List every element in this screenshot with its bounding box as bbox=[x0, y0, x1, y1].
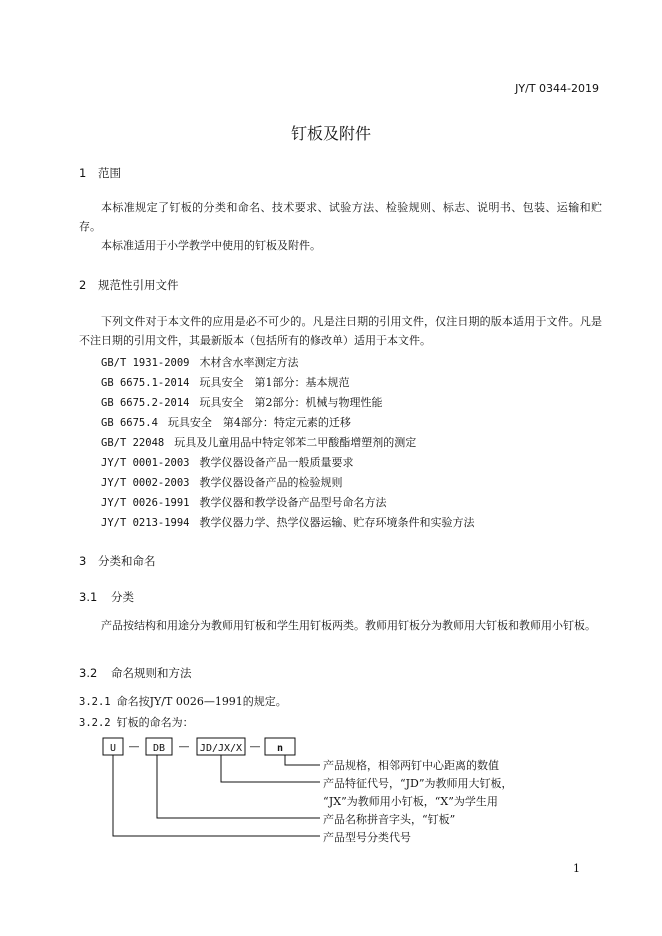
reference-item: GB/T 22048 玩具及儿童用品中特定邻苯二甲酸酯增塑剂的测定 bbox=[101, 436, 417, 449]
reference-item: JY/T 0001-2003 教学仪器设备产品一般质量要求 bbox=[101, 456, 354, 469]
section-3-1-heading bbox=[79, 589, 134, 605]
clause-3-2-2: 3.2.2 钉板的命名为： bbox=[79, 716, 194, 729]
reference-item: GB/T 1931-2009 木材含水率测定方法 bbox=[101, 356, 299, 369]
section-1-paragraph-2: 本标准适用于小学教学中使用的钉板及附件。 bbox=[101, 239, 321, 252]
section-title: 分类和命名 bbox=[98, 554, 156, 568]
reference-item: JY/T 0026-1991 教学仪器和教学设备产品型号命名方法 bbox=[101, 496, 387, 509]
leader-line-db bbox=[157, 755, 320, 818]
naming-diagram bbox=[95, 736, 575, 846]
section-number: 3 bbox=[79, 554, 87, 568]
section-3-heading bbox=[79, 553, 156, 569]
section-title: 命名规则和方法 bbox=[111, 666, 192, 680]
diagram-label: “JX”为教师用小钉板，“X”为学生用 bbox=[323, 795, 498, 808]
reference-item: JY/T 0002-2003 教学仪器设备产品的检验规则 bbox=[101, 476, 343, 489]
page-title: 钉板及附件 bbox=[290, 124, 371, 143]
section-number: 2 bbox=[79, 278, 87, 292]
diagram-label: 产品规格，相邻两钉中心距离的数值 bbox=[323, 759, 499, 772]
document-code: JY/T 0344-2019 bbox=[515, 82, 599, 95]
box-jd-text: JD/JX/X bbox=[199, 743, 243, 754]
reference-item: JY/T 0213-1994 教学仪器力学、热学仪器运输、贮存环境条件和实验方法 bbox=[101, 516, 475, 529]
section-number: 3.2 bbox=[79, 666, 98, 680]
diagram-label: 产品型号分类代号 bbox=[323, 831, 411, 844]
reference-item: GB 6675.2-2014 玩具安全 第2部分：机械与物理性能 bbox=[101, 396, 383, 409]
section-1-heading bbox=[79, 165, 121, 181]
page-number: 1 bbox=[573, 862, 580, 875]
section-title: 范围 bbox=[98, 166, 121, 180]
reference-item: GB 6675.1-2014 玩具安全 第1部分：基本规范 bbox=[101, 376, 350, 389]
dash-1: — bbox=[128, 740, 140, 753]
section-title: 规范性引用文件 bbox=[98, 278, 179, 292]
section-number: 3.1 bbox=[79, 590, 98, 604]
reference-item: GB 6675.4 玩具安全 第4部分：特定元素的迁移 bbox=[101, 416, 351, 429]
diagram-label: 产品特征代号，“JD”为教师用大钉板， bbox=[323, 777, 513, 790]
dash-2: — bbox=[178, 740, 190, 753]
leader-line-u bbox=[113, 755, 320, 836]
box-n-text: n bbox=[276, 743, 284, 754]
clause-3-2-1: 3.2.1 命名按JY/T 0026—1991的规定。 bbox=[79, 695, 287, 708]
box-u-text: U bbox=[109, 743, 117, 754]
leader-line-n bbox=[285, 755, 320, 765]
section-number: 1 bbox=[79, 166, 87, 180]
box-db-text: DB bbox=[152, 743, 166, 754]
section-1-paragraph-1: 本标准规定了钉板的分类和命名、技术要求、试验方法、检验规则、标志、说明书、包装、运输和贮存。 bbox=[79, 201, 602, 233]
leader-line-jd bbox=[221, 755, 320, 782]
dash-3: — bbox=[249, 740, 261, 753]
section-3-1-paragraph: 产品按结构和用途分为教师用钉板和学生用钉板两类。教师用钉板分为教师用大钉板和教师用小钉板。 bbox=[101, 619, 596, 632]
section-2-heading bbox=[79, 277, 179, 293]
section-2-paragraph-1: 下列文件对于本文件的应用是必不可少的。凡是注日期的引用文件，仅注日期的版本适用于文件。凡是不注日期的引用文件，其最新版本（包括所有的修改单）适用于本文件。 bbox=[79, 315, 602, 347]
diagram-label: 产品名称拼音字头，“钉板” bbox=[323, 813, 456, 826]
section-title: 分类 bbox=[111, 590, 134, 604]
section-3-2-heading bbox=[79, 665, 192, 681]
